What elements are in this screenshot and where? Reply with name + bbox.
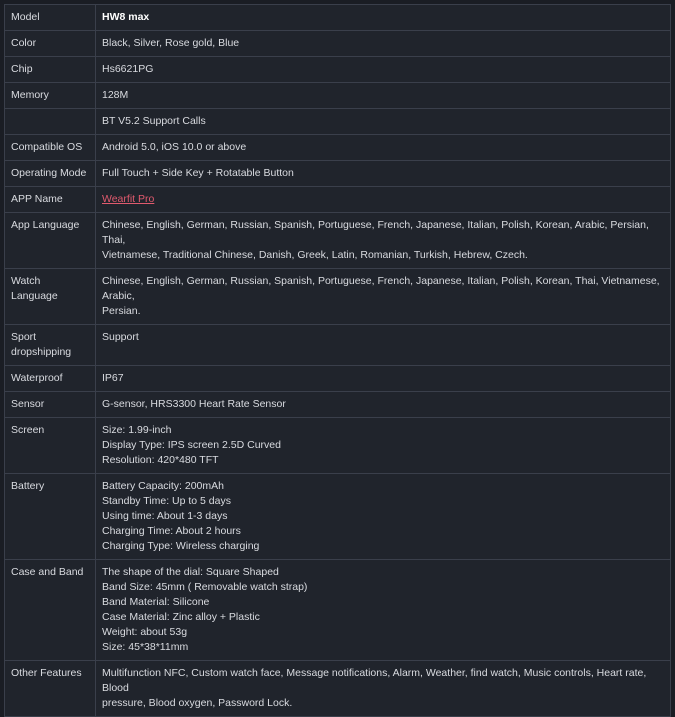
value-line: Full Touch + Side Key + Rotatable Button bbox=[102, 167, 294, 179]
row-value bbox=[96, 83, 671, 109]
value-line: Band Size: 45mm ( Removable watch strap) bbox=[102, 581, 308, 593]
value-line: IP67 bbox=[102, 372, 124, 384]
app-name-value bbox=[102, 192, 664, 207]
row-label-line: dropshipping bbox=[11, 346, 72, 358]
row-label bbox=[5, 109, 96, 135]
table-row bbox=[5, 325, 671, 366]
value-line: Persian. bbox=[102, 305, 141, 317]
row-label: App Language bbox=[5, 213, 96, 269]
value-line: Chinese, English, German, Russian, Spanish, Portuguese, French, Japanese, Italian, Polish, Korean, Arabic, Persian, Thai, bbox=[102, 219, 649, 246]
value-line: Size: 1.99-inch bbox=[102, 424, 172, 436]
table-row bbox=[5, 269, 671, 325]
value-line: 128M bbox=[102, 89, 129, 101]
row-label: Model bbox=[5, 5, 96, 31]
table-row bbox=[5, 135, 671, 161]
value-line: Chinese, English, German, Russian, Spanish, Portuguese, French, Japanese, Italian, Polish, Korean, Thai, Vietnamese, Arabic, bbox=[102, 275, 660, 302]
value-line: Charging Time: About 2 hours bbox=[102, 525, 241, 537]
row-value bbox=[96, 135, 671, 161]
row-value bbox=[96, 366, 671, 392]
table-body bbox=[5, 5, 671, 717]
row-value bbox=[96, 661, 671, 717]
row-label: Memory bbox=[5, 83, 96, 109]
value-line: The shape of the dial: Square Shaped bbox=[102, 566, 279, 578]
table-row bbox=[5, 418, 671, 474]
row-value bbox=[96, 31, 671, 57]
row-value bbox=[96, 161, 671, 187]
row-value bbox=[96, 418, 671, 474]
table-row bbox=[5, 661, 671, 717]
row-label-line: Sport bbox=[11, 331, 37, 343]
value-line: BT V5.2 Support Calls bbox=[102, 115, 206, 127]
row-label: Chip bbox=[5, 57, 96, 83]
row-label: Screen bbox=[5, 418, 96, 474]
table-row bbox=[5, 83, 671, 109]
table-row bbox=[5, 560, 671, 661]
row-value bbox=[96, 109, 671, 135]
row-value bbox=[96, 213, 671, 269]
value-line: Android 5.0, iOS 10.0 or above bbox=[102, 141, 247, 153]
table-row bbox=[5, 5, 671, 31]
value-line: Charging Type: Wireless charging bbox=[102, 540, 260, 552]
row-value bbox=[96, 325, 671, 366]
value-line: pressure, Blood oxygen, Password Lock. bbox=[102, 697, 293, 709]
value-line: Resolution: 420*480 TFT bbox=[102, 454, 219, 466]
value-line: Vietnamese, Traditional Chinese, Danish, Greek, Latin, Romanian, Turkish, Hebrew, Czech. bbox=[102, 249, 528, 261]
row-label: Compatible OS bbox=[5, 135, 96, 161]
row-value bbox=[96, 187, 671, 213]
row-label: Sensor bbox=[5, 392, 96, 418]
value-line: Support bbox=[102, 331, 139, 343]
table-row bbox=[5, 109, 671, 135]
value-line: G-sensor, HRS3300 Heart Rate Sensor bbox=[102, 398, 286, 410]
row-label: Other Features bbox=[5, 661, 96, 717]
table-row bbox=[5, 57, 671, 83]
table-row bbox=[5, 31, 671, 57]
row-value bbox=[96, 560, 671, 661]
value-line: Case Material: Zinc alloy + Plastic bbox=[102, 611, 260, 623]
row-value bbox=[96, 474, 671, 560]
table-row bbox=[5, 187, 671, 213]
row-value bbox=[96, 57, 671, 83]
value-line: Using time: About 1-3 days bbox=[102, 510, 228, 522]
value-line: Display Type: IPS screen 2.5D Curved bbox=[102, 439, 281, 451]
value-line: Black, Silver, Rose gold, Blue bbox=[102, 37, 240, 49]
row-value bbox=[96, 392, 671, 418]
value-line: Hs6621PG bbox=[102, 63, 154, 75]
value-line: Battery Capacity: 200mAh bbox=[102, 480, 224, 492]
value-line: HW8 max bbox=[102, 11, 150, 23]
row-value bbox=[96, 269, 671, 325]
table-row bbox=[5, 161, 671, 187]
row-label: Battery bbox=[5, 474, 96, 560]
table-row bbox=[5, 474, 671, 560]
table-row bbox=[5, 366, 671, 392]
row-label: Waterproof bbox=[5, 366, 96, 392]
app-name-text: Wearfit Pro bbox=[102, 193, 155, 205]
value-line: Standby Time: Up to 5 days bbox=[102, 495, 231, 507]
value-line: Band Material: Silicone bbox=[102, 596, 210, 608]
table-row bbox=[5, 392, 671, 418]
row-label: Operating Mode bbox=[5, 161, 96, 187]
specifications-table bbox=[4, 4, 671, 717]
row-label bbox=[5, 325, 96, 366]
row-label-app-name: APP Name bbox=[5, 187, 96, 213]
row-label: Watch Language bbox=[5, 269, 96, 325]
row-label: Color bbox=[5, 31, 96, 57]
row-label: Case and Band bbox=[5, 560, 96, 661]
value-line: Weight: about 53g bbox=[102, 626, 188, 638]
value-line: Size: 45*38*11mm bbox=[102, 641, 189, 653]
row-value bbox=[96, 5, 671, 31]
table-row bbox=[5, 213, 671, 269]
value-line: Multifunction NFC, Custom watch face, Message notifications, Alarm, Weather, find watch, Music controls, Heart rate, Blood bbox=[102, 667, 647, 694]
